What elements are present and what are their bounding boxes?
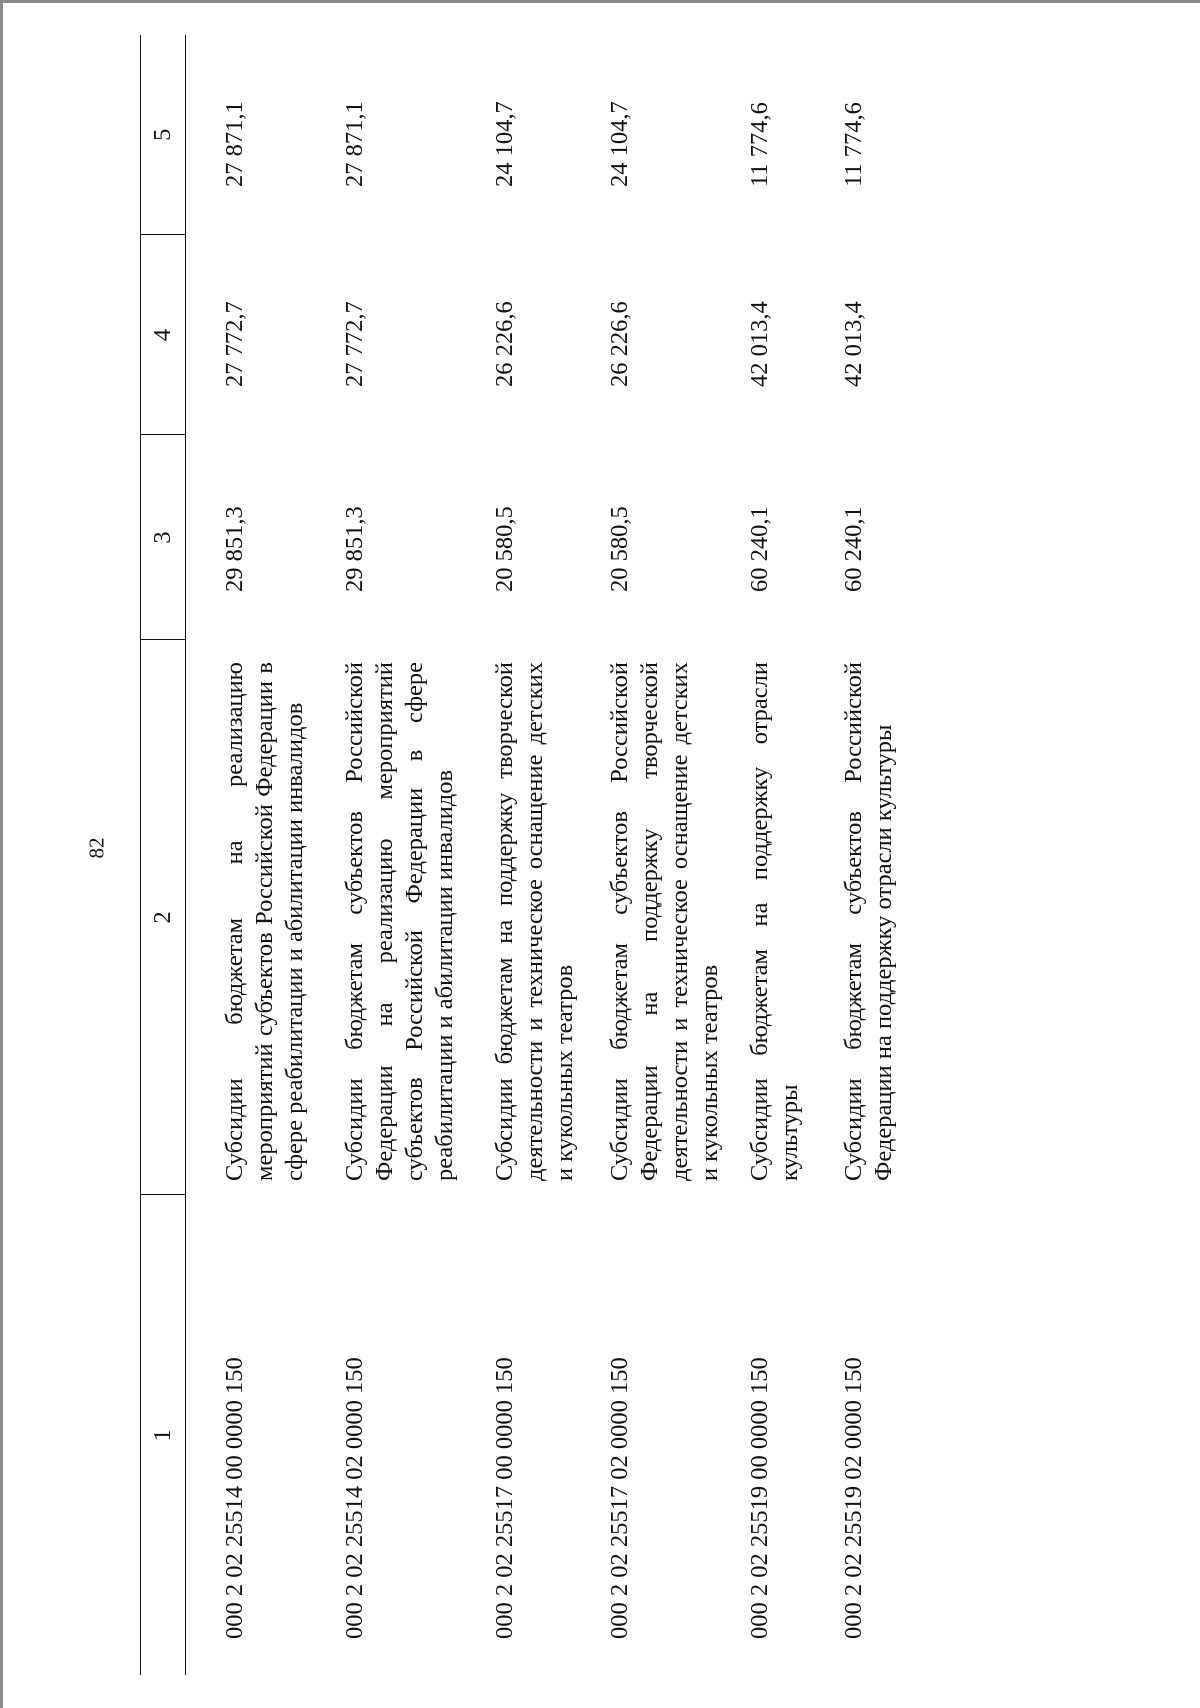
value-col-5: 24 104,7 [606, 101, 633, 187]
column-header-2: 2 [141, 640, 186, 1195]
budget-code: 000 2 02 25517 02 0000 150 [606, 1357, 633, 1639]
budget-code: 000 2 02 25519 00 0000 150 [746, 1357, 773, 1639]
value-col-4: 26 226,6 [606, 301, 633, 387]
item-name: Субсидии бюджетам на поддержку творческой деятельности и техническое оснащение детских и кукольных театров [491, 662, 578, 1181]
table-row [605, 35, 725, 1675]
value-col-4: 42 013,4 [840, 301, 867, 387]
column-header-3: 3 [141, 435, 186, 640]
value-col-3: 60 240,1 [840, 506, 867, 592]
value-col-3: 29 851,3 [221, 506, 248, 592]
item-name: Субсидии бюджетам субъектов Российской Федерации на поддержку творческой деятельности и техническое оснащение детских и кукольных театров [606, 662, 723, 1181]
item-name: Субсидии бюджетам субъектов Российской Федерации на реализацию мероприятий субъектов Российской Федерации в сфере реабилитации и абилитации инвалидов [341, 662, 458, 1181]
table-header [141, 35, 186, 1675]
scan-edge-top [0, 0, 1200, 3]
header-row [141, 35, 186, 1675]
scan-edge-left [0, 0, 3, 1708]
column-header-4: 4 [141, 235, 186, 435]
value-col-3: 20 580,5 [606, 506, 633, 592]
page-number: 82 [84, 837, 109, 859]
item-name: Субсидии бюджетам субъектов Российской Федерации на поддержку отрасли культуры [840, 662, 897, 1181]
item-name: Субсидии бюджетам на реализацию мероприятий субъектов Российской Федерации в сфере реабилитации и абилитации инвалидов [221, 662, 308, 1181]
budget-code: 000 2 02 25514 02 0000 150 [341, 1357, 368, 1639]
table-row [839, 35, 899, 1675]
budget-code: 000 2 02 25517 00 0000 150 [491, 1357, 518, 1639]
value-col-3: 60 240,1 [746, 506, 773, 592]
column-header-5: 5 [141, 35, 186, 235]
budget-code: 000 2 02 25519 02 0000 150 [840, 1357, 867, 1639]
table-row [490, 35, 580, 1675]
value-col-4: 27 772,7 [221, 301, 248, 387]
value-col-5: 11 774,6 [746, 102, 773, 187]
value-col-3: 20 580,5 [491, 506, 518, 592]
rotated-table-wrapper [140, 35, 910, 1675]
budget-code: 000 2 02 25514 00 0000 150 [221, 1357, 248, 1639]
table-row [745, 35, 805, 1675]
value-col-3: 29 851,3 [341, 506, 368, 592]
budget-table [140, 35, 899, 1675]
value-col-4: 42 013,4 [746, 301, 773, 387]
value-col-5: 24 104,7 [491, 101, 518, 187]
value-col-5: 27 871,1 [341, 101, 368, 187]
table-body [186, 35, 900, 1675]
value-col-4: 26 226,6 [491, 301, 518, 387]
column-header-1: 1 [141, 1195, 186, 1675]
table-row [340, 35, 460, 1675]
item-name: Субсидии бюджетам на поддержку отрасли культуры [746, 662, 803, 1181]
value-col-5: 11 774,6 [840, 102, 867, 187]
table-row [186, 35, 311, 1675]
value-col-5: 27 871,1 [221, 101, 248, 187]
value-col-4: 27 772,7 [341, 301, 368, 387]
